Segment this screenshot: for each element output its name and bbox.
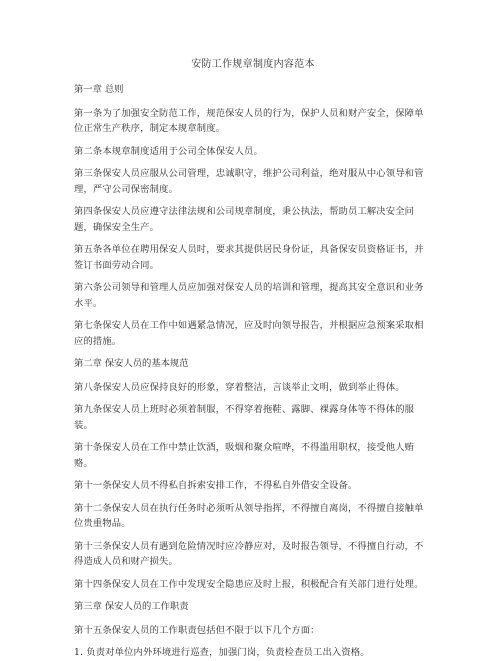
article-paragraph: 第三条保安人员应服从公司管理，忠诚职守，维护公司利益，绝对服从中心领导和管理，严守公司保密制度。 (74, 168, 424, 195)
article-paragraph: 第九条保安人员上班时必须着制服，不得穿着拖鞋、露脚、裸露身体等不得体的服装。 (74, 404, 415, 431)
chapter-heading: 第三章 保安人员的工作职责 (74, 601, 189, 612)
list-item: 1. 负责对单位内外环境进行巡查，加强门岗，负责检查员工出入资格。 (74, 647, 370, 658)
article-paragraph: 第五条各单位在聘用保安人员时，要求其提供居民身份证，具备保安员资格证书，并签订书面劳动合同。 (74, 244, 424, 271)
article-paragraph: 第七条保安人员在工作中如遇紧急情况，应及时向领导报告，并根据应急预案采取相应的措施。 (74, 320, 424, 347)
chapter-heading: 第一章 总则 (74, 84, 124, 95)
article-paragraph: 第十四条保安人员在工作中发现安全隐患应及时上报，积极配合有关部门进行处理。 (74, 578, 424, 590)
article-paragraph: 第十三条保安人员有遇到危险情况时应冷静应对，及时报告领导，不得擅自行动，不得造成人员和财产损失。 (74, 540, 424, 567)
article-paragraph: 第十二条保安人员在执行任务时必须听从领导指挥，不得擅自离岗，不得擅自接触单位贵重物品。 (74, 502, 424, 529)
article-paragraph: 第十一条保安人员不得私自拆索安排工作，不得私自外借安全设备。 (74, 480, 358, 491)
article-paragraph: 第十五条保安人员的工作职责包括但不限于以下几个方面： (74, 624, 320, 636)
article-paragraph: 第一条为了加强安全防范工作，规范保安人员的行为，保护人员和财产安全，保障单位正常生产秩序，制定本规章制度。 (74, 107, 424, 134)
chapter-heading: 第二章 保安人员的基本规范 (74, 358, 189, 369)
article-paragraph: 第二条本规章制度适用于公司全体保安人员。 (74, 145, 263, 157)
article-paragraph: 第十条保安人员在工作中禁止饮酒，吸烟和聚众喧哗，不得滥用职权，接受他人贿赂。 (74, 442, 415, 469)
article-paragraph: 第四条保安人员应遵守法律法规和公司规章制度，秉公执法，帮助员工解决安全问题，确保安全生产。 (74, 206, 415, 233)
document-title: 安防工作规章制度内容范本 (191, 59, 315, 70)
article-paragraph: 第八条保安人员应保持良好的形象，穿着整洁，言谈举止文明，做到举止得体。 (74, 381, 405, 393)
article-paragraph: 第六条公司领导和管理人员应加强对保安人员的培训和管理，提高其安全意识和业务水平。 (74, 282, 424, 309)
